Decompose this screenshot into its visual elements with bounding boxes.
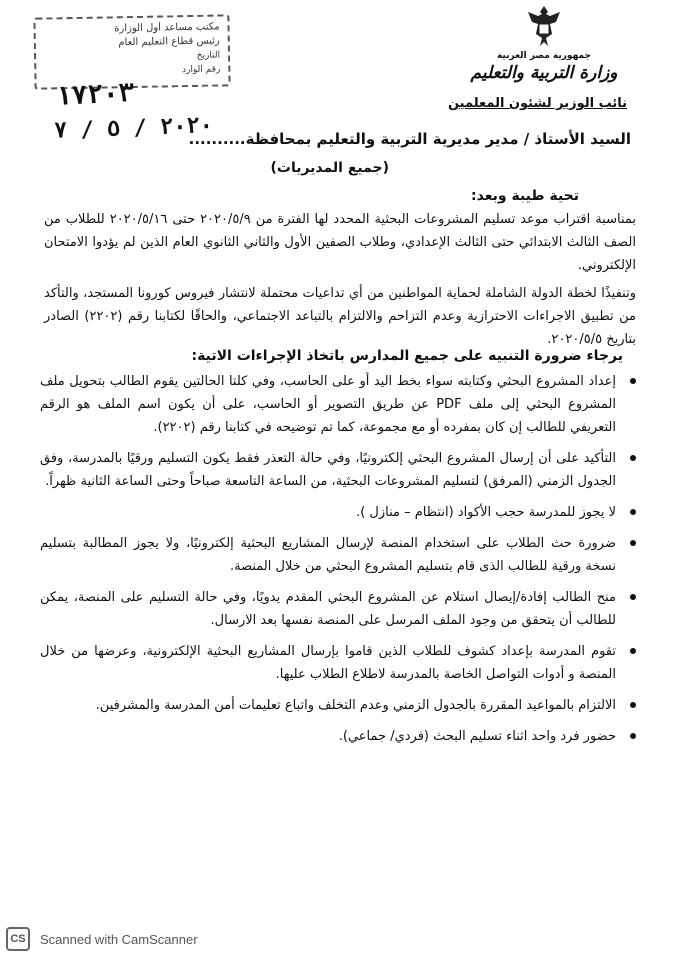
list-item-text: لا يجوز للمدرسة حجب الأكواد (انتظام – منازل ). <box>356 505 616 520</box>
list-item <box>40 532 640 578</box>
addressee-line: السيد الأستاذ / مدير مديرية التربية والتعليم بمحافظة.......... <box>188 130 631 148</box>
eagle-emblem-icon <box>524 4 564 50</box>
bullet-icon <box>630 733 636 739</box>
bullet-icon <box>630 378 636 384</box>
stamp-line-1: مكتب مساعد أول الوزارة <box>114 21 220 35</box>
request-title: يرجاء ضرورة التنبيه على جميع المدارس باتخاذ الإجراءات الاتية: <box>191 348 623 364</box>
handwritten-date: ٢٠٢٠ / ٥ / ٧ <box>53 113 214 144</box>
procedures-list <box>40 370 640 756</box>
list-item <box>40 370 640 439</box>
list-item-text: ضرورة حث الطلاب على استخدام المنصة لإرسال المشاريع البحثية إلكترونيًا، ولا يجوز المطالبة بتسليم نسخة ورقية للطالب الذى قام بتسليم المشروع البحثي من خلال المنصة. <box>40 536 616 574</box>
list-item-text: تقوم المدرسة بإعداد كشوف للطلاب الذين قاموا بإرسال المشاريع البحثية الإلكترونية، وعرضها من خلال المنصة و أدوات التواصل الخاصة بالمدرسة لاطلاع الطلاب عليها. <box>40 644 616 682</box>
greeting: تحية طيبة وبعد: <box>471 188 579 204</box>
bullet-icon <box>630 509 636 515</box>
list-item <box>40 725 640 748</box>
list-item-text: الالتزام بالمواعيد المقررة بالجدول الزمني وعدم التخلف واتباع تعليمات أمن المدرسة والمشرفين. <box>95 698 616 713</box>
handwritten-number: ١٧٢٠٣ <box>55 77 136 113</box>
list-item <box>40 501 640 524</box>
list-item-text: إعداد المشروع البحثي وكتابته سواء بخط اليد أو على الحاسب، وفي كلتا الحالتين يقوم الطالب بتحويل ملف المشروع البحثي إلى ملف PDF عن طريق التصوير أو الحاسب، على أن يكون اسم الملف هو الرقم التعريفي للطالب إن كان بمفرده أو مع مجموعة، كما تم توضيحه في كتابنا رقم (٢٢٠٢). <box>40 374 616 435</box>
list-item-text: منح الطالب إفادة/إيصال استلام عن المشروع البحثي المقدم يدويًا، وفي حالة التسليم على المنصة، يمكن للطالب أن يتحقق من وجود الملف المرسل على المنصة نفسها بعد الارسال. <box>40 590 616 628</box>
bullet-icon <box>630 455 636 461</box>
camscanner-icon: CS <box>6 927 30 951</box>
paragraph-intro: بمناسبة اقتراب موعد تسليم المشروعات البحثية المحدد لها الفترة من ٢٠٢٠/٥/٩ حتى ٢٠٢٠/٥/١٦ للطلاب من الصف الثالث الابتدائي حتى الثالث الإعدادي، وطلاب الصفين الأول والثاني الثانوي العام الذين لم يؤدوا الامتحان الإلكتروني. <box>44 212 636 273</box>
bullet-icon <box>630 540 636 546</box>
list-item-text: التأكيد على أن إرسال المشروع البحثي إلكترونيًا، وفي حالة التعذر فقط يكون التسليم ورقيًا بالمدرسة، وفق الجدول الزمني (المرفق) لتسليم المشروعات البحثية، من الساعة التاسعة صباحاً وحتى الساعة الثانية ظهراً. <box>40 451 616 489</box>
list-item <box>40 640 640 686</box>
list-item-text: حضور فرد واحد اثناء تسليم البحث (فردي/ جماعي). <box>338 729 616 744</box>
list-item <box>40 447 640 493</box>
republic-label: جمهورية مصر العربية <box>496 51 592 61</box>
stamp-date-label: التاريخ <box>196 50 221 61</box>
bullet-icon <box>630 594 636 600</box>
stamp-number-label: رقم الوارد <box>181 64 221 76</box>
list-item <box>40 694 640 717</box>
paragraph-context: وتنفيذًا لخطة الدولة الشاملة لحماية المواطنين من أي تداعيات محتملة لانتشار فيروس كورونا المستجد، والتأكد من تطبيق الاجراءات الاحترازية وعدم التزاحم والالتزام بالتباعد الاجتماعي، والحاقًا لكتابنا رقم (٢٢٠٢) الصادر بتاريخ ٢٠٢٠/٥/٥. <box>44 286 637 347</box>
list-item <box>40 586 640 632</box>
bullet-icon <box>630 702 636 708</box>
scanner-label: Scanned with CamScanner <box>40 931 198 947</box>
bullet-icon <box>630 648 636 654</box>
scanner-watermark <box>6 926 198 952</box>
ministry-name: وزارة التربية والتعليم <box>470 63 618 83</box>
all-directorates: (جميع المديريات) <box>270 160 389 176</box>
stamp-line-2: رئيس قطاع التعليم العام <box>118 35 220 49</box>
deputy-title: نائب الوزير لشئون المعلمين <box>447 96 627 111</box>
